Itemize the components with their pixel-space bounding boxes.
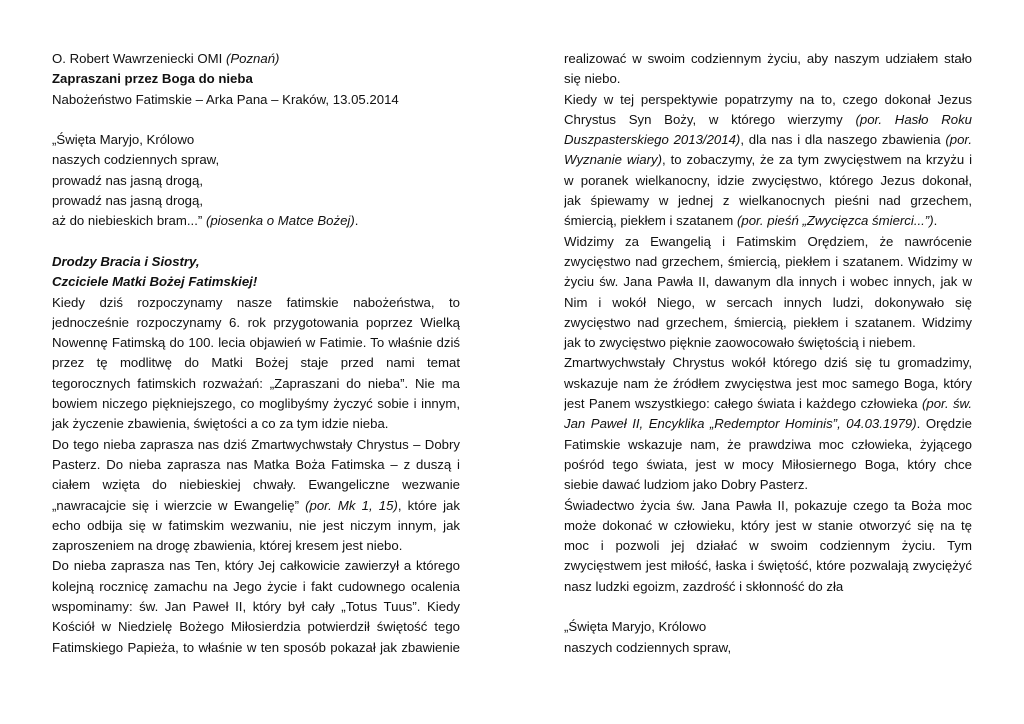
paragraph-line: jednocześnie rozpoczynamy 6. rok przygotowania poprzez Wielką — [52, 314, 460, 330]
paragraph-line — [564, 211, 972, 231]
paragraph-line — [564, 150, 972, 170]
song-last-text: aż do niebieskich bram...” — [52, 213, 203, 229]
paragraph-line — [564, 394, 972, 414]
paragraph-line: echo odbija się w fatimskim wezwaniu, nie jest niczym innym, jak — [52, 517, 460, 533]
event-line: Nabożeństwo Fatimskie – Arka Pana – Kraków, 13.05.2014 — [52, 91, 399, 107]
song-line: prowadź nas jasną drogą, — [52, 172, 204, 188]
text-fragment: Chrystus Syn Boży, w którego wierzymy — [564, 111, 843, 127]
song-line: „Święta Maryjo, Królowo — [564, 619, 707, 635]
paragraph-line: Kiedy w tej perspektywie popatrzymy na to, czego dokonał Jezus — [564, 91, 972, 107]
author-name: O. Robert Wawrzeniecki OMI — [52, 51, 223, 66]
sermon-title: Zapraszani przez Boga do nieba — [52, 71, 253, 87]
paragraph-line: może dokonać w człowieku, który jest w stanie otworzyć się na tę — [564, 517, 972, 533]
paragraph-line — [52, 496, 460, 516]
paragraph-line: pośród tego świata, jest w mocy Miłosiernego Boga, który chce — [564, 456, 972, 472]
author-line — [52, 49, 460, 69]
paragraph-line: Nim i wokół Niego, w sercach innych ludzi, dokonywało się — [564, 294, 972, 310]
paragraph-line: się niebo. — [564, 71, 621, 87]
paragraph-line: ciałem wzięta do niebieskiej chwały. Ewangeliczne wezwanie — [52, 477, 460, 493]
song-line: „Święta Maryjo, Królowo — [52, 132, 195, 148]
paragraph-line: Pasterz. Do nieba zaprasza nas Matka Boża Fatimska – z duszą i — [52, 456, 460, 472]
paragraph-line: w poranek wielkanocny, idzie zwycięstwo, którego Jezus dokonał, — [564, 172, 972, 188]
blank-line — [52, 110, 460, 130]
paragraph-line: zwycięstwem jest miłość, łaska i świętość, które pozwalają zwyciężyć — [564, 558, 972, 574]
paragraph-line: przez tę modlitwę do Matki Bożej staje przed nami temat — [52, 355, 460, 371]
quote-text: „nawracajcie się i wierzcie w Ewangelię” — [52, 497, 299, 513]
paragraph-line — [564, 130, 972, 150]
paragraph-line: Do nieba zaprasza nas Ten, który Jej całkowicie zawierzył a którego — [52, 558, 460, 574]
paragraph-line — [564, 414, 972, 434]
song-line: naszych codziennych spraw, — [52, 152, 220, 168]
paragraph-line: Fatimskiego Papieża, to właśnie w ten sposób pokazał jak zbawienie — [52, 639, 460, 655]
paragraph-line: jak śpiewamy w jednej z wielkanocnych pieśni nad grzechem, — [564, 193, 972, 209]
paragraph-line — [564, 110, 972, 130]
bible-reference: (por. Mk 1, 15) — [305, 497, 398, 513]
reference-fragment: (por. Hasło Roku — [855, 111, 972, 127]
greeting-line: Drodzy Bracia i Siostry, — [52, 253, 200, 269]
paragraph-line: wspominamy: św. Jan Paweł II, który był cały „Totus Tuus”. Kiedy — [52, 599, 460, 615]
reference-fragment: (por. — [945, 132, 972, 148]
song-line: prowadź nas jasną drogą, — [52, 193, 204, 209]
text-fragment: , dla nas i dla naszego zbawienia — [740, 132, 941, 148]
paragraph-line: życiu św. Jana Pawła II, dawanym dla innych i wobec innych, jak w — [564, 274, 972, 290]
paragraph-line: jak to zwycięstwo pięknie zaowocowało świętością i niebem. — [564, 335, 916, 351]
paragraph-line: Do tego nieba zaprasza nas dziś Zmartwychwstały Chrystus – Dobry — [52, 436, 460, 452]
paragraph-line: siebie dawać ludziom jako Dobry Pasterz. — [564, 477, 809, 493]
reference-fragment: Duszpasterskiego 2013/2014) — [564, 132, 741, 148]
paragraph-line: wskazuje nam że źródłem zwycięstwa jest moc samego Boga, który — [564, 375, 972, 391]
paragraph-line: moc i pozwoli jej działać w swoim codziennym życiu. Tym — [564, 538, 972, 554]
text-fragment: jest Panem wszystkiego: całego świata i każdego człowieka — [564, 396, 918, 412]
song-end-punct: . — [354, 213, 359, 229]
paragraph-line: Zmartwychwstały Chrystus wokół którego dziś się tu gromadzimy, — [564, 355, 972, 371]
reference-fragment: (por. pieśń „Zwycięzca śmierci...”) — [736, 213, 934, 229]
paragraph-line: Fatimskie wskazuje nam, że prawdziwa moc człowieka, żyjącego — [564, 436, 972, 452]
paragraph-line: Świadectwo życia św. Jana Pawła II, pokazuje czego ta Boża moc — [564, 497, 972, 513]
song-reference: (piosenka o Matce Bożej) — [205, 213, 355, 229]
greeting-line: Czciciele Matki Bożej Fatimskiej! — [52, 274, 258, 290]
author-place: (Poznań) — [225, 51, 280, 66]
blank-line — [52, 232, 460, 252]
paragraph-line: zaproszeniem na drogę zbawienia, której kresem jest niebo. — [52, 538, 403, 554]
paragraph-line: Nowennę Fatimską do 100. lecia objawień w Fatimie. To właśnie dziś — [52, 335, 460, 351]
reference-fragment: Jan Paweł II, Encyklika „Redemptor Hominis”, 04.03.1979) — [564, 416, 917, 432]
song-line — [52, 211, 460, 231]
paragraph-line: tegorocznych fatimskich rozważań: „Zapraszani do nieba”. Nie ma — [52, 375, 460, 391]
paragraph-line: Kościół w Niedzielę Bożego Miłosierdzia potwierdził świętość tego — [52, 619, 460, 635]
text-fragment: , to zobaczymy, że za tym zwycięstwem na krzyżu i — [661, 152, 972, 168]
text-fragment: śmiercią, piekłem i szatanem — [564, 213, 734, 229]
text-fragment: . Orędzie — [916, 416, 972, 432]
left-column — [52, 49, 460, 658]
text-fragment: . — [933, 213, 938, 229]
paragraph-line: Kiedy dziś rozpoczynamy nasze fatimskie nabożeństwa, to — [52, 294, 460, 310]
reference-fragment: (por. św. — [921, 396, 972, 412]
paragraph-line: bowiem niczego piękniejszego, co moglibyśmy życzyć sobie i innym, — [52, 396, 460, 412]
paragraph-line: realizować w swoim codziennym życiu, aby naszym udziałem stało — [564, 51, 972, 66]
right-column — [564, 49, 972, 658]
paragraph-line: kolejną rocznicę zamachu na Jego życie i fakt cudownego ocalenia — [52, 578, 460, 594]
paragraph-line: Widzimy za Ewangelią i Fatimskim Orędziem, że nawrócenie — [564, 233, 972, 249]
paragraph-line: nasz ludzki egoizm, zazdrość i skłonność do zła — [564, 578, 844, 594]
paragraph-line: zwycięstwo nad grzechem, śmiercią, piekłem i szatanem. Widzimy w — [564, 253, 972, 269]
paragraph-line: jak życzenie zbawienia, świętości a co za tym idzie nieba. — [52, 416, 389, 432]
text-fragment: , które jak — [397, 497, 460, 513]
blank-line — [564, 597, 972, 617]
paragraph-line: zwycięstwo nad grzechem, śmiercią, piekłem i szatanem. Widzimy — [564, 314, 972, 330]
reference-fragment: Wyznanie wiary) — [564, 152, 662, 168]
song-line: naszych codziennych spraw, — [564, 639, 732, 655]
